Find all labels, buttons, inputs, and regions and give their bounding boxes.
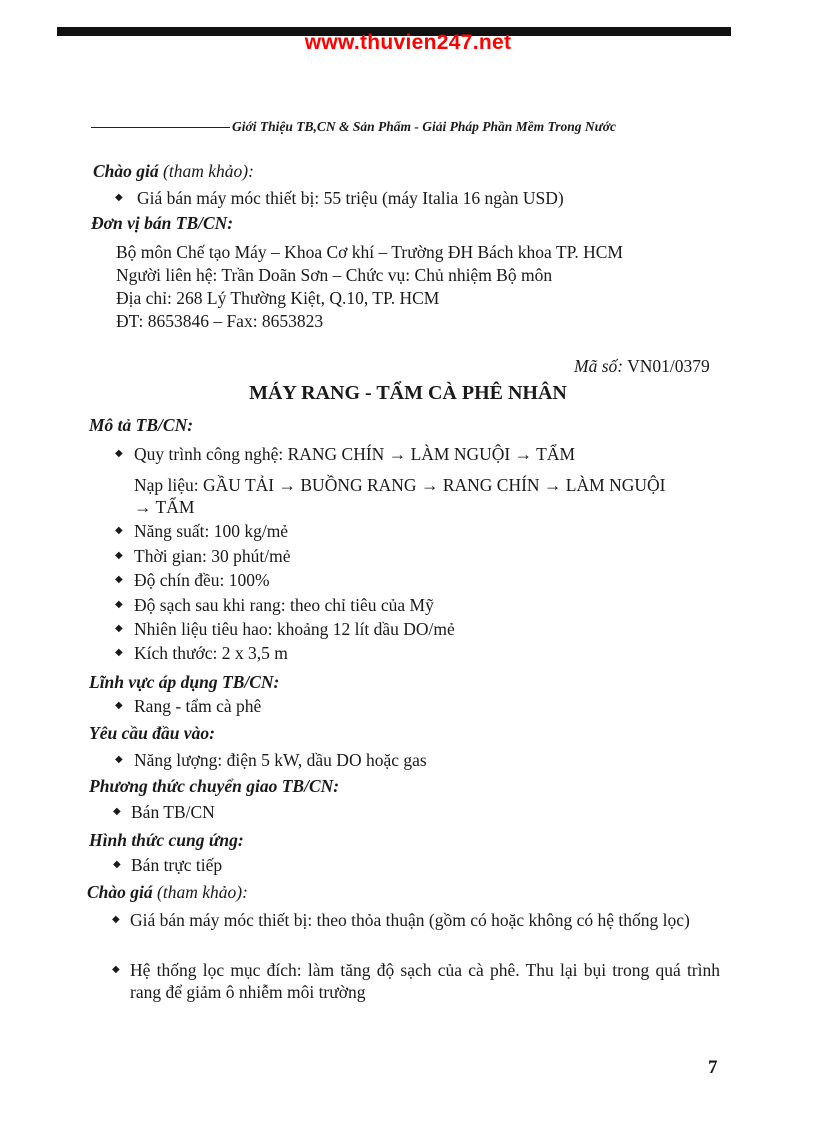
bullet-icon: ◆ — [115, 700, 123, 711]
price-heading — [87, 881, 248, 903]
prev-price-item: Giá bán máy móc thiết bị: 55 triệu (máy Italia 16 ngàn USD) — [137, 188, 564, 208]
spec-item: Nhiên liệu tiêu hao: khoảng 12 lít dầu DO/mẻ — [134, 619, 455, 639]
price-heading-prev — [93, 160, 254, 182]
price-item-2: Hệ thống lọc mục đích: làm tăng độ sạch của cà phê. Thu lại bụi trong quá trình rang để giảm ô nhiễm môi trường — [130, 960, 720, 1002]
process-item: Quy trình công nghệ: RANG CHÍN → LÀM NGUỘI → TẨM — [134, 444, 576, 464]
spec-item: Kích thước: 2 x 3,5 m — [134, 643, 288, 663]
seller-line: Người liên hệ: Trần Doãn Sơn – Chức vụ: Chủ nhiệm Bộ môn — [116, 265, 553, 285]
header-rule — [91, 127, 230, 128]
supply-heading: Hình thức cung ứng: — [89, 830, 244, 850]
price-heading-bold: Chào giá — [93, 161, 159, 181]
bullet-icon: ◆ — [113, 859, 121, 870]
product-title: MÁY RANG - TẨM CÀ PHÊ NHÂN — [249, 382, 567, 404]
code-label: Mã số: — [574, 356, 624, 376]
feed-line-2: → TẨM — [134, 497, 195, 517]
supply-item: Bán trực tiếp — [131, 855, 223, 875]
bullet-icon: ◆ — [115, 550, 123, 561]
bullet-icon: ◆ — [115, 623, 123, 634]
price-heading-rest: (tham khảo): — [158, 161, 254, 181]
input-heading: Yêu cầu đầu vào: — [89, 723, 215, 743]
bullet-icon: ◆ — [115, 599, 123, 610]
spec-item: Độ sạch sau khi rang: theo chỉ tiêu của Mỹ — [134, 595, 434, 615]
bullet-icon: ◆ — [115, 574, 123, 585]
spec-item: Độ chín đều: 100% — [134, 570, 270, 590]
application-heading: Lĩnh vực áp dụng TB/CN: — [89, 672, 280, 692]
code-value: VN01/0379 — [627, 356, 710, 376]
product-code — [574, 355, 710, 377]
input-item: Năng lượng: điện 5 kW, dầu DO hoặc gas — [134, 750, 427, 770]
seller-line: Bộ môn Chế tạo Máy – Khoa Cơ khí – Trường ĐH Bách khoa TP. HCM — [116, 242, 623, 262]
bullet-icon: ◆ — [113, 806, 121, 817]
feed-line-1: Nạp liệu: GẦU TẢI → BUỒNG RANG → RANG CHÍN → LÀM NGUỘI — [134, 475, 666, 495]
bullet-icon: ◆ — [112, 914, 120, 925]
spec-item: Năng suất: 100 kg/mẻ — [134, 521, 289, 541]
seller-line: Địa chỉ: 268 Lý Thường Kiệt, Q.10, TP. HCM — [116, 288, 440, 308]
bullet-icon: ◆ — [112, 964, 120, 975]
application-item: Rang - tẩm cà phê — [134, 696, 262, 716]
price-heading-bold: Chào giá — [87, 882, 153, 902]
price-item-1: Giá bán máy móc thiết bị: theo thỏa thuận (gồm có hoặc không có hệ thống lọc) — [130, 910, 690, 930]
bullet-icon: ◆ — [115, 647, 123, 658]
bullet-icon: ◆ — [115, 448, 123, 459]
watermark-link[interactable]: www.thuvien247.net — [304, 31, 512, 54]
spec-item: Thời gian: 30 phút/mẻ — [134, 546, 291, 566]
bullet-icon: ◆ — [115, 754, 123, 765]
seller-heading: Đơn vị bán TB/CN: — [91, 213, 234, 233]
transfer-heading: Phương thức chuyển giao TB/CN: — [89, 776, 340, 796]
price-heading-rest: (tham khảo): — [152, 882, 248, 902]
transfer-item: Bán TB/CN — [131, 802, 215, 822]
running-header: Giới Thiệu TB,CN & Sản Phẩm - Giải Pháp Phần Mềm Trong Nước — [232, 119, 616, 134]
bullet-icon: ◆ — [115, 525, 123, 536]
description-heading: Mô tả TB/CN: — [89, 415, 194, 435]
page-number: 7 — [708, 1057, 718, 1078]
bullet-icon: ◆ — [115, 192, 123, 203]
seller-line: ĐT: 8653846 – Fax: 8653823 — [116, 311, 324, 331]
